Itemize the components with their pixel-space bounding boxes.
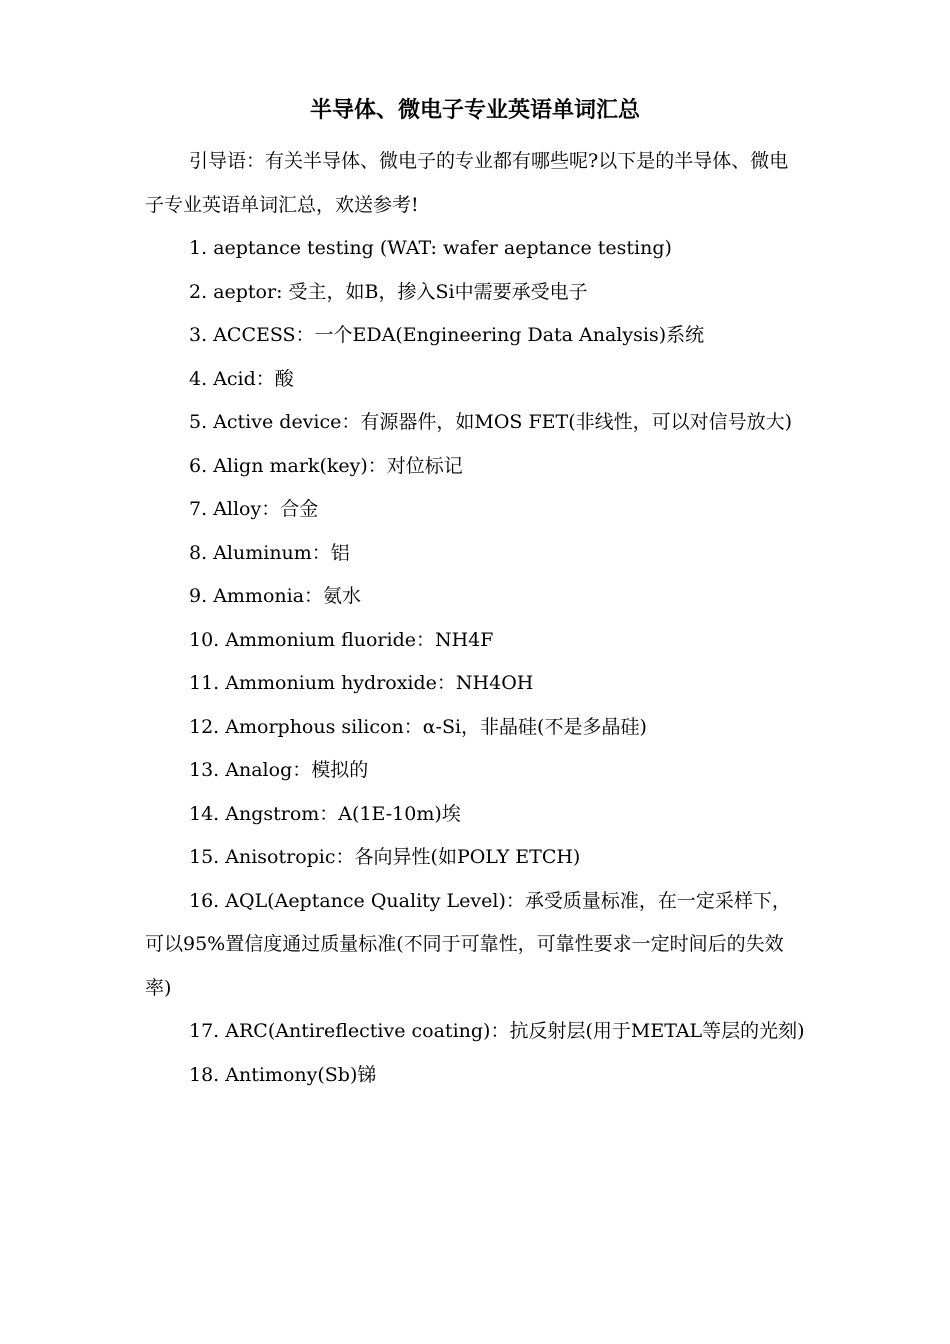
item-text: Ammonium fluoride：NH4F — [225, 628, 494, 651]
list-item — [145, 227, 805, 271]
item-number: 15. — [189, 846, 220, 868]
list-item — [145, 401, 805, 445]
item-text: ACCESS：一个EDA(Engineering Data Analysis)系统 — [213, 324, 705, 346]
list-item — [145, 880, 805, 1011]
item-number: 13. — [189, 759, 220, 781]
item-number: 12. — [189, 715, 220, 738]
list-item — [145, 836, 805, 880]
list-item — [145, 314, 805, 358]
list-item — [145, 706, 805, 750]
item-number: 16. — [189, 889, 220, 912]
list-item — [145, 532, 805, 576]
item-text: Amorphous silicon：α-Si，非晶硅(不是多晶硅) — [225, 715, 647, 738]
item-text: Alloy：合金 — [213, 498, 319, 520]
item-text: Analog：模拟的 — [225, 759, 369, 781]
document-title: 半导体、微电子专业英语单词汇总 — [309, 97, 640, 123]
item-number: 3. — [189, 324, 208, 346]
item-number: 6. — [189, 454, 208, 477]
item-text: ARC(Antireflective coating)：抗反射层(用于METAL等层的光刻) — [225, 1020, 805, 1042]
item-number: 14. — [189, 802, 220, 825]
list-item — [145, 793, 805, 837]
intro-paragraph: 引导语：有关半导体、微电子的专业都有哪些呢?以下是的半导体、微电子专业英语单词汇总，欢送参考! — [145, 150, 789, 216]
list-item — [145, 445, 805, 489]
item-number: 4. — [189, 367, 208, 390]
item-text: Align mark(key)：对位标记 — [213, 454, 463, 477]
item-text: Active device：有源器件，如MOS FET(非线性，可以对信号放大) — [213, 411, 793, 433]
item-text: Angstrom：A(1E-10m)埃 — [225, 802, 461, 825]
item-text: Acid：酸 — [213, 367, 294, 390]
item-number: 8. — [189, 541, 208, 564]
item-number: 17. — [189, 1020, 220, 1042]
list-item — [145, 619, 805, 663]
item-number: 10. — [189, 628, 220, 651]
item-text: Ammonium hydroxide：NH4OH — [225, 672, 534, 694]
list-item — [145, 358, 805, 402]
list-item — [145, 749, 805, 793]
list-item — [145, 662, 805, 706]
item-text: Antimony(Sb)锑 — [225, 1063, 377, 1086]
item-number: 18. — [189, 1063, 220, 1086]
list-item — [145, 1054, 805, 1098]
item-text: aeptor: 受主，如B，掺入Si中需要承受电子 — [213, 280, 588, 303]
item-text: Ammonia：氨水 — [213, 585, 362, 607]
item-text: aeptance testing (WAT: wafer aeptance testing) — [213, 237, 672, 259]
item-number: 9. — [189, 585, 208, 607]
item-number: 5. — [189, 411, 208, 433]
item-text: Aluminum：铝 — [213, 541, 350, 564]
list-item — [145, 271, 805, 315]
item-number: 2. — [189, 280, 208, 303]
list-item — [145, 575, 805, 619]
list-item — [145, 488, 805, 532]
item-text: AQL(Aeptance Quality Level)：承受质量标准，在一定采样下，可以95%置信度通过质量标准(不同于可靠性，可靠性要求一定时间后的失效率) — [145, 889, 791, 999]
item-number: 7. — [189, 498, 208, 520]
document-body — [145, 140, 805, 1097]
item-text: Anisotropic：各向异性(如POLY ETCH) — [225, 846, 581, 868]
list-item — [145, 1010, 805, 1054]
item-number: 1. — [189, 237, 208, 259]
item-number: 11. — [189, 672, 220, 694]
